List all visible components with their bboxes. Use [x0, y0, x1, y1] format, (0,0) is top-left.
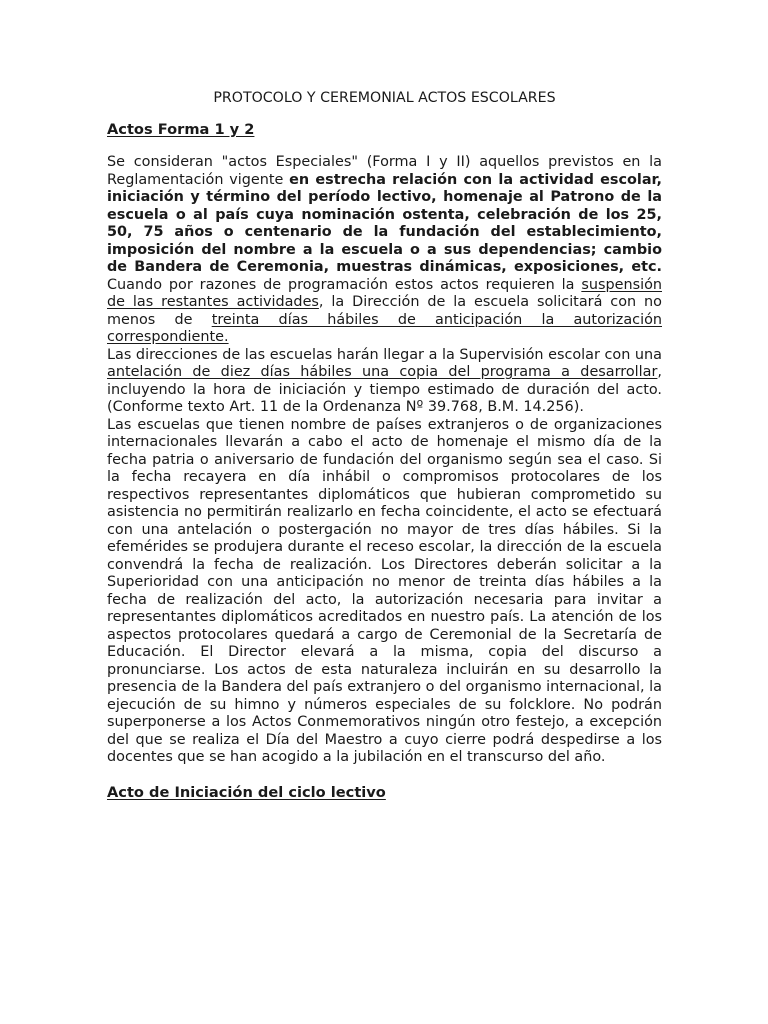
paragraph-underlined-text: suspensión de las restantes actividades — [107, 276, 662, 310]
paragraph-text: Cuando por razones de programación estos actos requieren la — [107, 276, 582, 293]
paragraph-escuelas-paises: Las escuelas que tienen nombre de países extranjeros o de organizaciones internacionales llevarán a cabo el acto de homenaje el mismo día de la fecha patria o aniversario de fundación del organismo según sea el caso. Si la fecha recayera en día inhábil o compromisos protocolares de los respectivos representantes diplomáticos que hubieran comprometido su asistencia no permitirán realizarlo en fecha coincidente, el acto se efectuará con una antelación o postergación no mayor de tres días hábiles. Si la efemérides se produjera durante el receso escolar, la dirección de la escuela convendrá la fecha de realización. Los Directores deberán solicitar a la Superioridad con una anticipación no menor de treinta días hábiles a la fecha de realización del acto, la autorización necesaria para invitar a representantes diplomáticos acreditados en nuestro país. La atención de los aspectos protocolares quedará a cargo de Ceremonial de la Secretaría de Educación. El Director elevará a la misma, copia del discurso a pronunciarse. Los actos de esta naturaleza incluirán en su desarrollo la presencia de la Bandera del país extranjero o del organismo internacional, la ejecución de su himno y números especiales de su folcklore. No podrán superponerse a los Actos Conmemorativos ningún otro festejo, a excepción del que se realiza el Día del Maestro a cuyo cierre podrá despedirse a los docentes que se han acogido a la jubilación en el transcurso del año. — [107, 416, 662, 765]
section-heading-iniciacion: Acto de Iniciación del ciclo lectivo — [107, 783, 386, 801]
paragraph-underlined-text: antelación de diez días hábiles una copia del programa a desarrollar — [107, 364, 658, 380]
document-title: PROTOCOLO Y CEREMONIAL ACTOS ESCOLARES — [213, 90, 556, 106]
paragraph-text: Se consideran "actos Especiales" (Forma I y II) aquellos previstos en la Reglamentación vigente — [107, 154, 662, 188]
paragraph-bold-text: en estrecha relación con la actividad escolar, iniciación y término del período lectivo, homenaje al Patrono de la escuela o al país cuya nominación ostenta, celebración de los 25, 50, 75 años o centenario de la fundación del establecimiento, imposición del nombre a la escuela o a sus dependencias; cambio de Bandera de Ceremonia, muestras dinámicas, exposiciones, etc. — [107, 171, 662, 275]
document-page — [107, 88, 662, 817]
paragraph-text: Las direcciones de las escuelas harán llegar a la Supervisión escolar con una — [107, 346, 662, 363]
paragraph-text: , incluyendo la hora de iniciación y tiempo estimado de duración del acto. (Conforme texto Art. 11 de la Ordenanza Nº 39.768, B.M. 14.256). — [107, 364, 662, 415]
paragraph-actos-especiales — [107, 154, 662, 347]
paragraph-underlined-text: treinta días hábiles de anticipación la autorización correspondiente. — [107, 311, 662, 345]
paragraph-direcciones — [107, 347, 662, 417]
section-heading-actos-forma: Actos Forma 1 y 2 — [107, 121, 255, 138]
paragraph-text: , la Dirección de la escuela solicitará con no menos de — [107, 294, 662, 328]
